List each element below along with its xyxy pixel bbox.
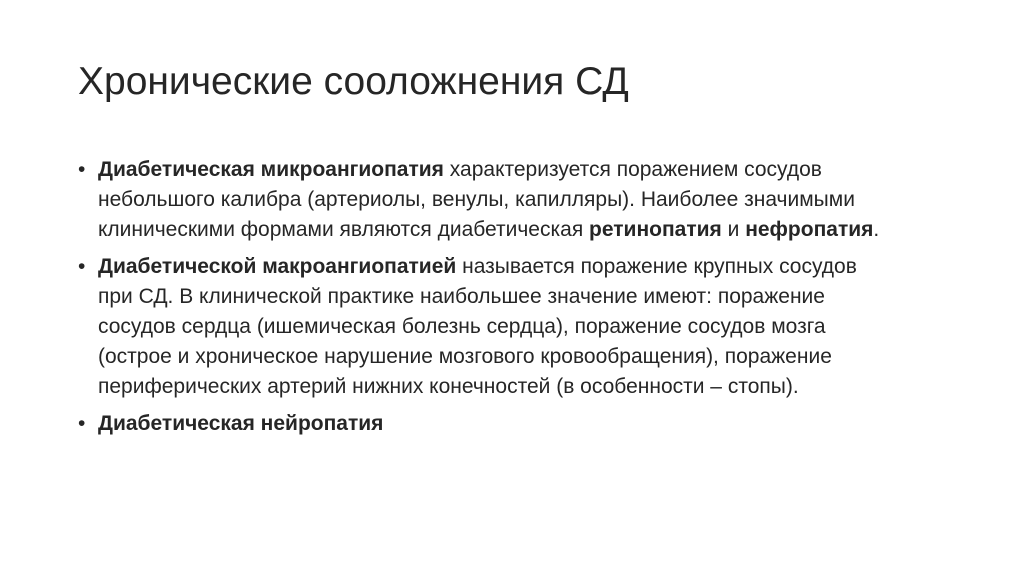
term-macroangiopathy: Диабетической макроангиопатией (98, 255, 457, 278)
bullet-icon: • (78, 255, 86, 278)
term-neuropathy: Диабетическая нейропатия (98, 412, 384, 435)
text-segment: . (873, 218, 880, 241)
bullet-item-macroangiopathy (72, 252, 892, 402)
bullet-item-microangiopathy (72, 155, 892, 245)
text-segment: называется поражение крупных сосудов при СД. В клинической практике наибольшее значение имеют: поражение сосудов сердца (ишемическая болезнь сердца), поражение сосудов мозга (острое и хроническое нарушение мозгового кровообращения), поражение периферических артерий нижних конечностей (в особенности – стопы). (98, 255, 857, 398)
term-retinopathy: ретинопатия (589, 218, 722, 241)
text-segment: характеризуется поражением сосудов небольшого калибра (артериолы, венулы, капилляры). Наиболее значимыми клиническими формами являются диабетическая (98, 158, 855, 241)
bullet-list (72, 155, 892, 446)
term-microangiopathy: Диабетическая микроангиопатия (98, 158, 444, 181)
text-segment: и (721, 218, 746, 241)
term-nephropathy: нефропатия (745, 218, 874, 241)
slide-title: Хронические сооложнения СД (78, 60, 629, 103)
bullet-item-neuropathy (72, 409, 892, 439)
bullet-icon: • (78, 412, 86, 435)
bullet-icon: • (78, 158, 86, 181)
